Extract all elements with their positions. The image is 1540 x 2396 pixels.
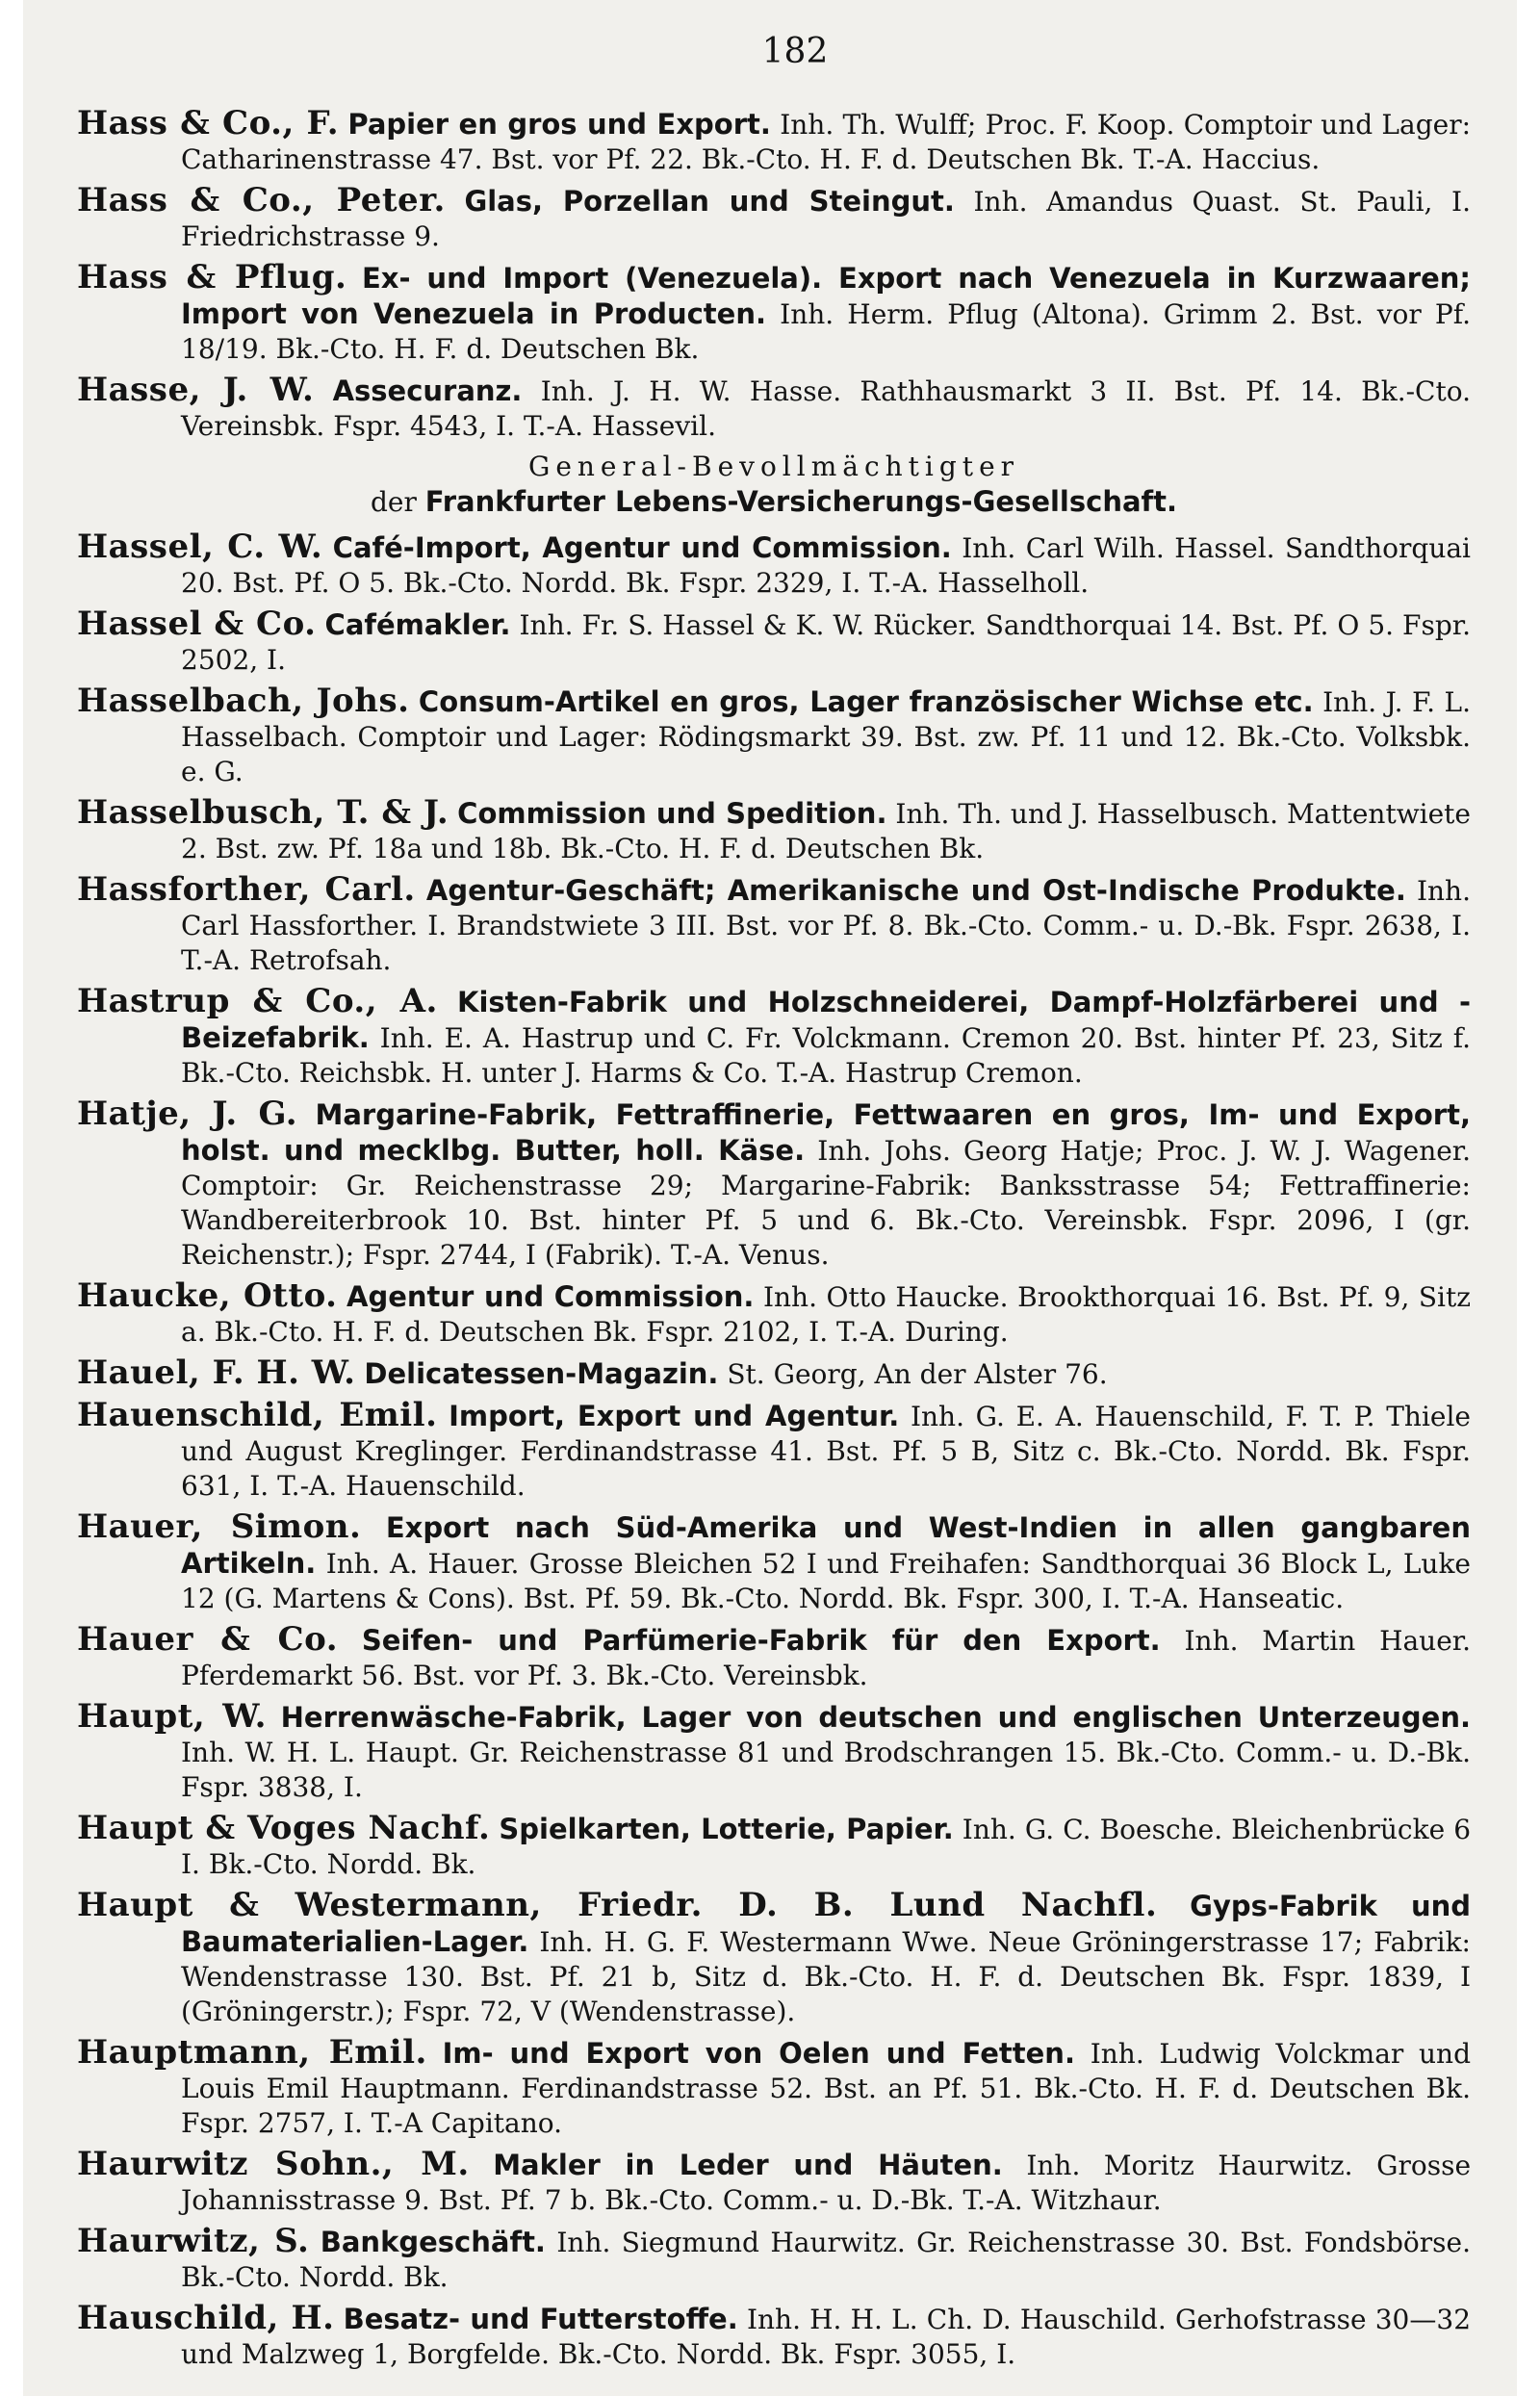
entries-group-2 (77, 529, 1471, 2372)
entry-business: Spielkarten, Lotterie, Papier. (499, 1813, 954, 1845)
directory-entry (77, 1398, 1471, 1504)
entry-details: St. Georg, An der Alster 76. (727, 1358, 1108, 1390)
directory-entry (77, 2147, 1471, 2218)
entry-details: Inh. G. C. Boesche. Bleichenbrücke 6 I. Bk.-Cto. Nordd. Bk. (181, 1814, 1472, 1880)
directory-entry (77, 1509, 1471, 1616)
entry-details: Inh. J. H. W. Hasse. Rathhausmarkt 3 II. Bst. Pf. 14. Bk.-Cto. Vereinsbk. Fspr. 4543, I. T.-A. Hassevil. (181, 375, 1472, 442)
entry-details: Inh. Th. und J. Hasselbusch. Mattentwiete 2. Bst. zw. Pf. 18a und 18b. Bk.-Cto. H. F. d. Deutschen Bk. (181, 798, 1472, 864)
entry-business: Kisten-Fabrik und Holzschneiderei, Dampf-Holzfärberei und -Beizefabrik. (181, 986, 1471, 1054)
entry-details: Inh. Siegmund Haurwitz. Gr. Reichenstrasse 30. Bst. Fondsbörse. Bk.-Cto. Nordd. Bk. (181, 2227, 1471, 2293)
entry-name: Haupt & Voges Nachf. (77, 1809, 491, 1847)
entry-business: Seifen- und Parfümerie-Fabrik für den Export. (361, 1624, 1161, 1657)
notice-prefix: der (370, 486, 417, 518)
entry-name: Hassel & Co. (77, 605, 317, 643)
entry-name: Hass & Pflug. (77, 258, 347, 296)
general-agent-notice (77, 450, 1471, 520)
entry-name: Haupt & Westermann, Friedr. D. B. Lund Nachfl. (77, 1886, 1158, 1924)
entry-business: Makler in Leder und Häuten. (493, 2149, 1003, 2181)
notice-company: Frankfurter Lebens-Versicherungs-Gesellschaft. (424, 485, 1178, 518)
entry-name: Hasse, J. W. (77, 371, 315, 409)
entry-details: Inh. G. E. A. Hauenschild, F. T. P. Thiele und August Kreglinger. Ferdinandstrasse 41. Bst. Pf. 5 B, Sitz c. Bk.-Cto. Nordd. Bk. Fspr. 631, I. T.-A. Hauenschild. (181, 1401, 1471, 1502)
entry-name: Haurwitz, S. (77, 2222, 310, 2260)
entry-name: Haupt, W. (77, 1697, 267, 1736)
notice-company-line (77, 484, 1471, 520)
directory-entry (77, 260, 1471, 367)
entry-details: Inh. H. G. F. Westermann Wwe. Neue Gröningerstrasse 17; Fabrik: Wendenstrasse 130. Bst. Pf. 21 b, Sitz d. Bk.-Cto. H. F. d. Deutschen Bk. Fspr. 1839, I (Gröningerstr.); Fspr. 72, V (Wendenstrasse). (181, 1926, 1471, 2027)
entry-name: Hassforther, Carl. (77, 870, 416, 909)
entry-details: Inh. Herm. Pflug (Altona). Grimm 2. Bst. vor Pf. 18/19. Bk.-Cto. H. F. d. Deutschen Bk. (181, 298, 1472, 365)
entry-details: Inh. H. H. L. Ch. D. Hauschild. Gerhofstrasse 30—32 und Malzweg 1, Borgfelde. Bk.-Cto. Nordd. Bk. Fspr. 3055, I. (181, 2304, 1472, 2370)
entry-details: Inh. Johs. Georg Hatje; Proc. J. W. J. Wagener. Comptoir: Gr. Reichenstrasse 29; Margarine-Fabrik: Banksstrasse 54; Fettraffinerie: Wandbereiterbrook 10. Bst. hinter Pf. 5 und 6. Bk.-Cto. Vereinsbk. Fspr. 2096, I (gr. Reichenstr.); Fspr. 2744, I (Fabrik). T.-A. Venus. (181, 1135, 1472, 1271)
entry-business: Papier en gros und Export. (347, 108, 771, 141)
entry-business: Margarine-Fabrik, Fettraffinerie, Fettwaaren en gros, Im- und Export, holst. und mecklbg. Butter, holl. Käse. (181, 1098, 1471, 1167)
entry-details: Inh. A. Hauer. Grosse Bleichen 52 I und Freihafen: Sandthorquai 36 Block L, Luke 12 (G. Martens & Cons). Bst. Pf. 59. Bk.-Cto. Nordd. Bk. Fspr. 300, I. T.-A. Hanseatic. (181, 1548, 1471, 1614)
directory-page (23, 0, 1517, 2396)
entry-name: Hauenschild, Emil. (77, 1396, 438, 1434)
directory-entry (77, 683, 1471, 789)
entry-name: Hauel, F. H. W. (77, 1353, 356, 1392)
entry-details: Inh. Fr. S. Hassel & K. W. Rücker. Sandthorquai 14. Bst. Pf. O 5. Fspr. 2502, I. (181, 609, 1471, 676)
entry-name: Hauschild, H. (77, 2299, 335, 2337)
entry-name: Hauptmann, Emil. (77, 2033, 427, 2072)
entry-business: Consum-Artikel en gros, Lager französischer Wichse etc. (418, 685, 1314, 718)
directory-entry (77, 984, 1471, 1091)
notice-title: General-Bevollmächtigter (527, 451, 1020, 482)
entry-name: Haurwitz Sohn., M. (77, 2145, 470, 2183)
entry-business: Commission und Spedition. (457, 797, 887, 830)
entry-name: Hasselbusch, T. & J. (77, 793, 449, 832)
entry-business: Assecuranz. (332, 374, 523, 407)
entry-business: Import, Export und Agentur. (449, 1400, 900, 1432)
directory-entry (77, 2224, 1471, 2295)
entries-group-1 (77, 106, 1471, 444)
entry-details: Inh. W. H. L. Haupt. Gr. Reichenstrasse 81 und Brodschrangen 15. Bk.-Cto. Comm.- u. D.-Bk. Fspr. 3838, I. (181, 1737, 1471, 1803)
directory-entry (77, 529, 1471, 601)
entry-business: Agentur und Commission. (346, 1280, 755, 1313)
entry-business: Export nach Süd-Amerika und West-Indien in allen gangbaren Artikeln. (181, 1511, 1471, 1580)
entry-business: Bankgeschäft. (320, 2226, 546, 2258)
entry-details: Inh. Carl Wilh. Hassel. Sandthorquai 20. Bst. Pf. O 5. Bk.-Cto. Nordd. Bk. Fspr. 2329, I. T.-A. Hasselholl. (181, 532, 1471, 599)
entry-details: Inh. Carl Hassforther. I. Brandstwiete 3 III. Bst. vor Pf. 8. Bk.-Cto. Comm.- u. D.-Bk. Fspr. 2638, I. T.-A. Retrofsah. (181, 875, 1471, 976)
entry-name: Hass & Co., F. (77, 104, 340, 142)
directory-entry (77, 106, 1471, 177)
entry-business: Glas, Porzellan und Steingut. (464, 185, 955, 218)
directory-entry (77, 373, 1471, 444)
entry-details: Inh. Ludwig Volckmar und Louis Emil Hauptmann. Ferdinandstrasse 52. Bst. an Pf. 51. Bk.-Cto. H. F. d. Deutschen Bk. Fspr. 2757, I. T.-A Capitano. (181, 2038, 1471, 2139)
entry-business: Im- und Export von Oelen und Fetten. (442, 2037, 1075, 2070)
entry-business: Café-Import, Agentur und Commission. (332, 531, 952, 564)
entry-details: Inh. Martin Hauer. Pferdemarkt 56. Bst. vor Pf. 3. Bk.-Cto. Vereinsbk. (181, 1625, 1471, 1691)
directory-entry (77, 1622, 1471, 1693)
directory-entry (77, 1278, 1471, 1350)
directory-entry (77, 1699, 1471, 1805)
entry-details: Inh. Th. Wulff; Proc. F. Koop. Comptoir und Lager: Catharinenstrasse 47. Bst. vor Pf. 22. Bk.-Cto. H. F. d. Deutschen Bk. T.-A. Haccius. (181, 109, 1472, 175)
entry-details: Inh. Amandus Quast. St. Pauli, I. Friedrichstrasse 9. (181, 186, 1471, 252)
entry-business: Delicatessen-Magazin. (364, 1357, 719, 1390)
entry-details: Inh. J. F. L. Hasselbach. Comptoir und Lager: Rödingsmarkt 39. Bst. zw. Pf. 11 und 12. Bk.-Cto. Volksbk. e. G. (181, 686, 1471, 787)
directory-entry (77, 606, 1471, 678)
entry-name: Hauer, Simon. (77, 1507, 362, 1546)
entry-business: Herrenwäsche-Fabrik, Lager von deutschen und englischen Unterzeugen. (280, 1701, 1471, 1734)
entry-name: Haucke, Otto. (77, 1276, 338, 1315)
directory-entry (77, 795, 1471, 866)
entry-business: Ex- und Import (Venezuela). Export nach Venezuela in Kurzwaaren; Import von Venezuela in Producten. (181, 262, 1471, 330)
entry-name: Hatje, J. G. (77, 1095, 298, 1133)
directory-entry (77, 1888, 1471, 2029)
directory-entry (77, 183, 1471, 254)
entry-details: Inh. E. A. Hastrup und C. Fr. Volckmann. Cremon 20. Bst. hinter Pf. 23, Sitz f. Bk.-Cto. Reichsbk. H. unter J. Harms & Co. T.-A. Hastrup Cremon. (181, 1022, 1471, 1089)
directory-entry (77, 872, 1471, 978)
entry-business: Cafémakler. (324, 608, 511, 641)
entry-business: Agentur-Geschäft; Amerikanische und Ost-Indische Produkte. (425, 874, 1406, 907)
directory-entry (77, 1096, 1471, 1273)
entry-name: Hasselbach, Johs. (77, 682, 410, 720)
entry-name: Hauer & Co. (77, 1620, 339, 1659)
entry-name: Hass & Co., Peter. (77, 181, 446, 219)
entry-business: Gyps-Fabrik und Baumaterialien-Lager. (181, 1890, 1471, 1958)
directory-entry (77, 1811, 1471, 1882)
directory-entry (77, 1355, 1471, 1392)
page-number: 182 (761, 32, 829, 71)
directory-entry (77, 2035, 1471, 2141)
entry-business: Besatz- und Futterstoffe. (343, 2303, 738, 2335)
directory-entry (77, 2301, 1471, 2372)
entry-name: Hassel, C. W. (77, 528, 323, 566)
entry-name: Hastrup & Co., A. (77, 982, 438, 1020)
entry-details: Inh. Otto Haucke. Brookthorquai 16. Bst. Pf. 9, Sitz a. Bk.-Cto. H. F. d. Deutschen Bk. Fspr. 2102, I. T.-A. During. (181, 1281, 1471, 1348)
entry-details: Inh. Moritz Haurwitz. Grosse Johannisstrasse 9. Bst. Pf. 7 b. Bk.-Cto. Comm.- u. D.-Bk. T.-A. Witzhaur. (181, 2150, 1472, 2216)
